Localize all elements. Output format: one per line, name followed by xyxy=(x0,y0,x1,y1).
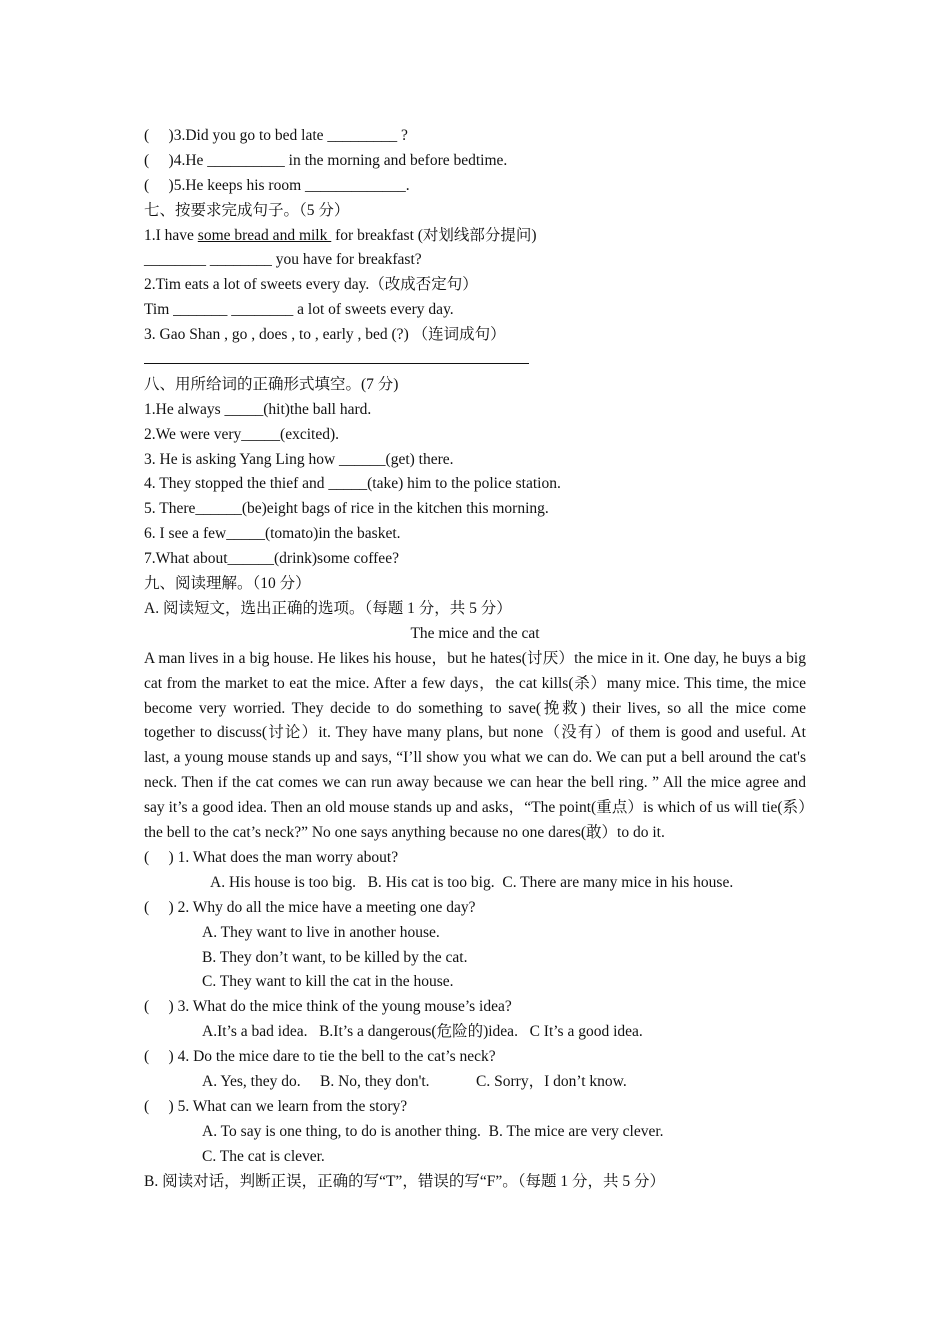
question-line: 7.What about______(drink)some coffee? xyxy=(144,550,399,568)
answer-option: A. His house is too big. B. His cat is too big. C. There are many mice in his house. xyxy=(210,873,734,891)
reading-question: ( ) 2. Why do all the mice have a meeting one day? xyxy=(144,898,476,916)
underlined-phrase: some bread and milk xyxy=(197,226,332,244)
answer-option: A. They want to live in another house. xyxy=(202,923,440,941)
part-instruction: A. 阅读短文，选出正确的选项。（每题 1 分，共 5 分） xyxy=(144,599,512,617)
reading-passage: A man lives in a big house. He likes his house，but he hates(讨厌）the mice in it. One day, he buys a big cat from the market to eat the mice. After a few days，the cat kills(杀）many mice. This time, the mice become very worried. They decide to do something to save(挽救) their lives, so all the mice come together to discuss(讨论）it. They have many plans, but none（没有）of them is good and useful. At last, a young mouse stands up and says, “I’ll show you what we can do. We can put a bell around the cat's neck. Then if the cat comes we can run away because we can hear the bell ring. ” All the mice agree and say it’s a good idea. Then an old mouse stands up and asks，“The point(重点）is which of us will tie(系）the bell to the cat’s neck?” No one says anything because no one dares(敢）to do it. xyxy=(144,649,806,842)
question-line: 3. Gao Shan , go , does , to , early , bed (?) （连词成句） xyxy=(144,326,506,344)
section-heading: 九、阅读理解。（10 分） xyxy=(144,575,311,593)
question-line: 4. They stopped the thief and _____(take) him to the police station. xyxy=(144,475,561,493)
question-line: ( )5.He keeps his room _____________. xyxy=(144,176,410,194)
question-line: 2.Tim eats a lot of sweets every day.（改成否定句） xyxy=(144,276,478,294)
answer-option: A. Yes, they do. B. No, they don't. C. Sorry，I don’t know. xyxy=(202,1072,627,1090)
reading-question: ( ) 3. What do the mice think of the young mouse’s idea? xyxy=(144,998,512,1016)
answer-option: B. They don’t want, to be killed by the cat. xyxy=(202,948,468,966)
answer-blank-line xyxy=(144,348,806,373)
answer-option: C. The cat is clever. xyxy=(202,1147,325,1165)
answer-line: ________ ________ you have for breakfast? xyxy=(144,251,422,269)
question-line: ( )4.He __________ in the morning and before bedtime. xyxy=(144,151,508,169)
question-line: 6. I see a few_____(tomato)in the basket. xyxy=(144,525,401,543)
reading-question: ( ) 4. Do the mice dare to tie the bell to the cat’s neck? xyxy=(144,1048,496,1066)
question-line: 1.I have some bread and milk for breakfast (对划线部分提问) xyxy=(144,226,537,244)
reading-question: ( ) 1. What does the man worry about? xyxy=(144,848,399,866)
answer-rule xyxy=(144,349,529,364)
question-line: 5. There______(be)eight bags of rice in the kitchen this morning. xyxy=(144,500,549,518)
section-heading: 七、按要求完成句子。（5 分） xyxy=(144,201,350,219)
answer-option: A.It’s a bad idea. B.It’s a dangerous(危险的)idea. C It’s a good idea. xyxy=(202,1023,643,1041)
question-line: ( )3.Did you go to bed late _________ ? xyxy=(144,127,408,144)
answer-option: C. They want to kill the cat in the house. xyxy=(202,973,454,991)
question-line: 2.We were very_____(excited). xyxy=(144,425,339,443)
section-heading: 八、用所给词的正确形式填空。(7 分) xyxy=(144,375,399,393)
question-line: 1.He always _____(hit)the ball hard. xyxy=(144,400,372,418)
answer-line: Tim _______ ________ a lot of sweets every day. xyxy=(144,301,454,319)
exam-page xyxy=(144,124,806,1194)
part-instruction: B. 阅读对话，判断正误，正确的写“T”，错误的写“F”。（每题 1 分，共 5 分） xyxy=(144,1172,665,1190)
reading-question: ( ) 5. What can we learn from the story? xyxy=(144,1097,408,1115)
answer-option: A. To say is one thing, to do is another thing. B. The mice are very clever. xyxy=(202,1122,664,1140)
passage-title: The mice and the cat xyxy=(410,624,540,642)
question-line: 3. He is asking Yang Ling how ______(get) there. xyxy=(144,450,454,468)
